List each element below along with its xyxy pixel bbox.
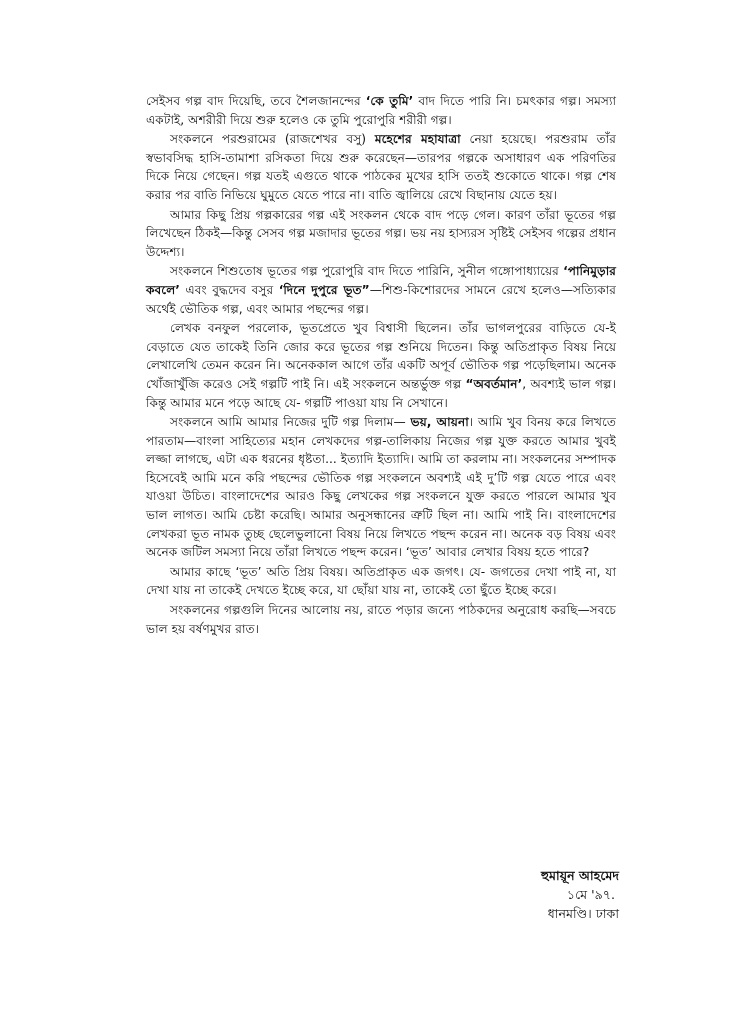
author-name: হুমায়ূন আহমেদ [541,868,619,883]
text-run: সেইসব গল্প বাদ দিয়েছি, তবে শৈলজানন্দের [146,94,366,108]
paragraph [146,563,616,600]
text-run: সংকলনের গল্পগুলি দিনের আলোয় নয়, রাতে পড়ার জন্যে পাঠকদের অনুরোধ করছি—সবচে ভাল হয় বর্ষণমুখর রাত। [146,603,616,636]
paragraph [146,601,616,638]
body-text [146,92,616,639]
text-run: সংকলনে আমি আমার নিজের দুটি গল্প দিলাম— [170,415,411,430]
signature-place: ধানমণ্ডি। ঢাকা [547,906,619,921]
signature-date: ১মে '৯৭. [566,887,615,902]
paragraph [146,319,616,412]
paragraph [146,413,616,562]
emphasized-title: মহেশের মহাযাত্রা [374,132,461,147]
text-run: সংকলনে শিশুতোষ ভূতের গল্প পুরোপুরি বাদ দিতে পারিনি, সুনীল গঙ্গোপাধ্যায়ের [170,264,564,279]
text-run: বাদ দিতে পারি নি। চমৎকার গল্প। সমস্যা একটাই, অশরীরী দিয়ে শুরু হলেও কে তুমি পুরোপুরি শরীরী গল্প। [146,94,617,127]
emphasized-title: “অবর্তমান’ [465,376,523,391]
text-run: এবং বুদ্ধদেব বসুর [179,282,279,297]
text-run: লেখক বনফুল পরলোক, ভূতপ্রেতে খুব বিশ্বাসী ছিলেন। তাঁর ভাগলপুরের বাড়িতে যে-ই বেড়াতে যেত তাকেই তিনি জোর করে ভূতের গল্প শুনিয়ে দিতেন। কিন্তু অতিপ্রাকৃত বিষয় নিয়ে লেখালেখি তেমন করেন নি। অনেককাল আগে তাঁর একটি অপূর্ব ভৌতিক গল্প পড়েছিলাম। অনেক খোঁজাখুঁজি করেও সেই গল্পটি পাই নি। এই সংকলনে অন্তর্ভুক্ত গল্প [146,321,616,391]
emphasized-title: ‘পানিমুড়ার কবলে’ [146,264,616,297]
paragraph [146,130,616,204]
signature-block [541,866,619,923]
text-run: —শিশু-কিশোরদের সামনে রেখে হলেও—সত্যিকার অর্থেই ভৌতিক গল্প, এবং আমার পছন্দের গল্প। [146,282,616,316]
text-run: সংকলনে পরশুরামের (রাজশেখর বসু) [170,132,375,147]
text-run: আমার কিছু প্রিয় গল্পকারের গল্প এই সংকলন থেকে বাদ পড়ে গেল। কারণ তাঁরা ভূতের গল্প লিখেছেন ঠিকই—কিন্তু সেসব গল্প মজাদার ভূতের গল্প। ভয় নয় হাস্যরস সৃষ্টিই সেইসব গল্পের প্রধান উদ্দেশ্য। [146,207,616,259]
paragraph [146,92,616,129]
emphasized-title: ভয়, আয়না [410,415,469,430]
paragraph [146,262,616,318]
text-run: আমার কাছে ‘ভূত’ অতি প্রিয় বিষয়। অতিপ্রাকৃত এক জগৎ। যে- জগতের দেখা পাই না, যা দেখা যায় না তাকেই দেখতে ইচ্ছে করে, যা ছোঁয়া যায় না, তাকেই তো ছুঁতে ইচ্ছে করে। [146,564,616,598]
text-run: , অবশ্যই ভাল গল্প। কিন্তু আমার মনে পড়ে আছে যে- গল্পটি পাওয়া যায় নি সেখানে। [146,376,616,410]
emphasized-title: ‘দিনে দুপুরে ভূত” [278,282,370,297]
text-run: নেয়া হয়েছে। পরশুরাম তাঁর স্বভাবসিদ্ধ হাসি-তামাশা রসিকতা দিয়ে শুরু করেছেন—তারপর গল্পকে অসাধারণ এক পরিণতির দিকে নিয়ে গেছেন। গল্প যতই এগুতে থাকে পাঠকের মুখের হাসি ততই শুকোতে থাকে। গল্প শেষ করার পর বাতি নিভিয়ে ঘুমুতে যেতে পারে না। বাতি জ্বালিয়ে রেখে বিছানায় যেতে হয়। [146,132,617,202]
text-run: । আমি খুব বিনয় করে লিখতে পারতাম—বাংলা সাহিত্যের মহান লেখকদের গল্প-তালিকায় নিজের গল্প যুক্ত করতে আমার খুবই লজ্জা লাগছে, এটা এক ধরনের ধৃষ্টতা... ইত্যাদি ইত্যাদি। আমি তা করলাম না। সংকলনের সম্পাদক হিসেবেই আমি মনে করি পছন্দের ভৌতিক গল্প সংকলনে অবশ্যই এই দু’টি গল্প যেতে পারে এবং যাওয়া উচিত। বাংলাদেশের আরও কিছু লেখকের গল্প সংকলনে যুক্ত করতে পারলে আমার খুব ভাল লাগত। আমি চেষ্টা করেছি। আমার অনুসন্ধানের ত্রুটি ছিল না। আমি পাই নি। বাংলাদেশের লেখকরা ভূত নামক তুচ্ছ ছেলেভুলানো বিষয় নিয়ে লিখতে পছন্দ করেন না। অনেক বড় বিষয় এবং অনেক জটিল সমস্যা নিয়ে তাঁরা লিখতে পছন্দ করেন। ‘ভূত’ আবার লেখার বিষয় হতে পারে? [146,415,616,560]
paragraph [146,206,616,262]
emphasized-title: ‘কে তুমি’ [365,94,414,108]
